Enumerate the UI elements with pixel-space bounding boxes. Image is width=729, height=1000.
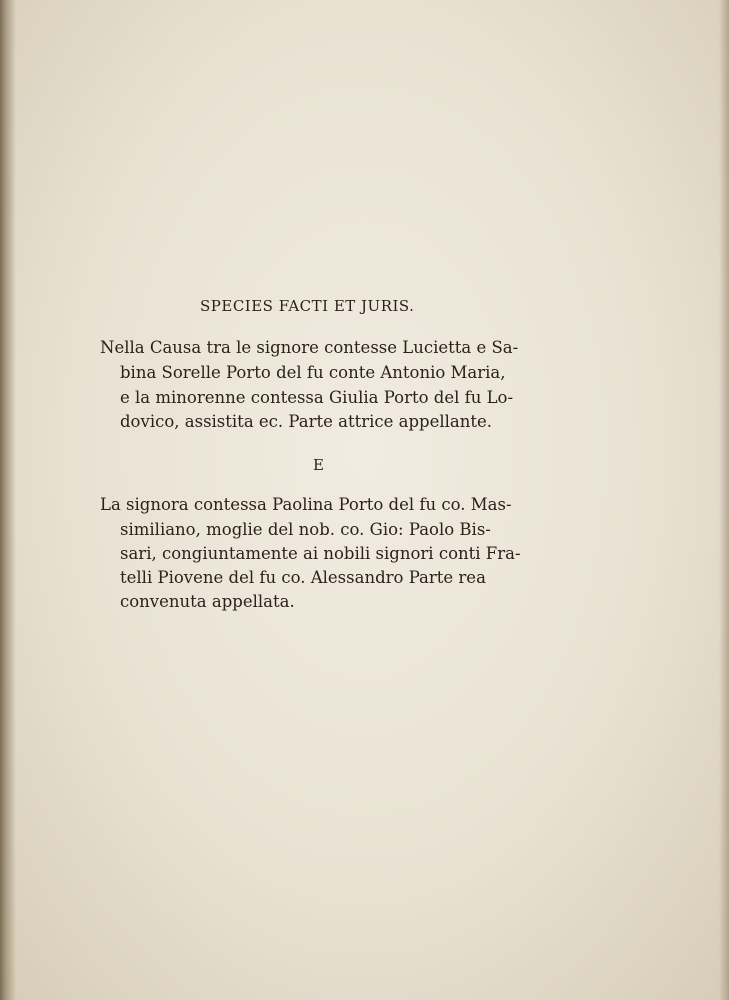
party-two-line: similiano, moglie del nob. co. Gio: Paolo Bis- xyxy=(120,520,491,539)
page-edge xyxy=(719,0,729,1000)
party-one-line: dovico, assistita ec. Parte attrice appellante. xyxy=(120,412,493,431)
party-one-line: Nella Causa tra le signore contesse Lucietta e Sa- xyxy=(100,338,519,357)
party-one-line: e la minorenne contessa Giulia Porto del fu Lo- xyxy=(120,388,514,407)
party-two-line: sari, congiuntamente ai nobili signori conti Fra- xyxy=(120,544,521,563)
party-two-line: telli Piovene del fu co. Alessandro Parte rea xyxy=(120,568,486,587)
spine-shadow xyxy=(0,0,16,1000)
party-one-line: bina Sorelle Porto del fu conte Antonio Maria, xyxy=(120,363,506,382)
separator-e: E xyxy=(313,456,324,474)
page-title: SPECIES FACTI ET JURIS. xyxy=(200,297,415,315)
party-two-line: La signora contessa Paolina Porto del fu co. Mas- xyxy=(100,495,512,514)
party-two-line: convenuta appellata. xyxy=(120,592,295,611)
